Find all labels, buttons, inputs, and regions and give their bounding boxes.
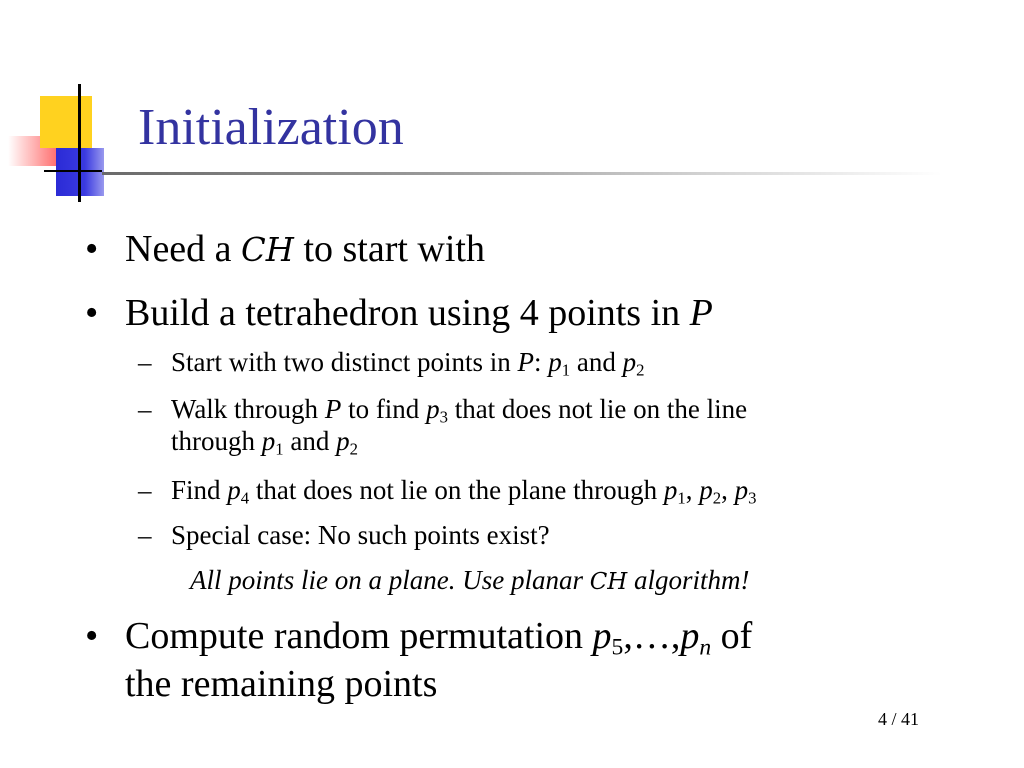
sub-bullet-text: Start with two distinct points in P: $p_1$ and $p_2$: [171, 347, 645, 380]
bullet-marker: •: [85, 292, 99, 334]
bullet-text-continued: the remaining points: [125, 663, 438, 705]
decoration-horizontal-line: [44, 170, 102, 172]
slide-title: Initialization: [138, 99, 404, 156]
bullet-text: Compute random permutation $p_5,\dots,p_n$ of: [125, 615, 753, 661]
ch-symbol: CH: [589, 569, 628, 595]
dash-marker: –: [138, 347, 152, 377]
bullet-text: Need a CH to start with: [125, 228, 485, 270]
dash-marker: –: [138, 394, 152, 424]
sub-bullet-text: Special case: No such points exist?: [171, 520, 550, 550]
page-number: 4 / 41: [878, 709, 920, 729]
bullet-text: Build a tetrahedron using 4 points in P: [125, 292, 713, 334]
decoration-vertical-line: [78, 84, 81, 202]
dash-marker: –: [138, 520, 152, 550]
sub-bullet-text: Find $p_4$ that does not lie on the plane through $p_1$, $p_2$, $p_3$: [171, 475, 757, 508]
ch-symbol: CH: [241, 231, 294, 269]
title-decoration: [0, 0, 140, 210]
title-underline: [102, 172, 942, 175]
sub-bullet-text-continued: through $p_1$ and $p_2$: [171, 426, 358, 459]
dash-marker: –: [138, 475, 152, 505]
decoration-yellow-square: [40, 96, 92, 148]
bullet-marker: •: [85, 615, 99, 657]
bullet-marker: •: [85, 228, 99, 270]
italic-note: All points lie on a plane. Use planar CH algorithm!: [190, 565, 750, 595]
sub-bullet-text: Walk through P to find $p_3$ that does not lie on the line: [171, 394, 748, 427]
